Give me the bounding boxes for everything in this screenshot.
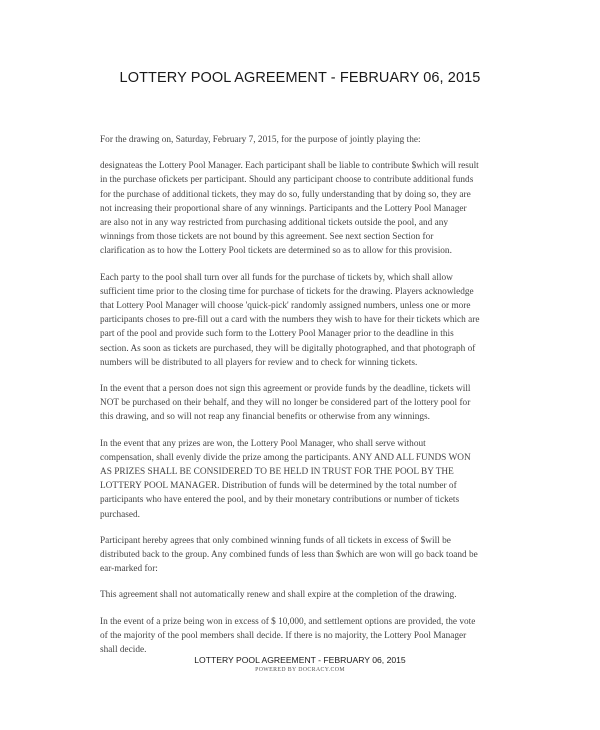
page-footer [0, 655, 600, 674]
paragraph-funds-deadline: Each party to the pool shall turn over all funds for the purchase of tickets by, which shall allow sufficient time prior to the closing time for purchase of tickets for the drawing. Players acknowledge that Lottery Pool Manager will choose 'quick-pick' randomly assigned numbers, unless one or more participants choses to pre-fill out a card with the numbers they wish to have for their tickets which are part of the pool and provide such form to the Lottery Pool Manager prior to the deadline in this section. As soon as tickets are purchased, they will be digitally photographed, and that photograph of numbers will be distributed to all players for review and to check for winning tickets. [100, 272, 480, 368]
footer-powered-by: POWERED BY DOCRACY.COM [255, 667, 345, 673]
paragraph-drawing-date: For the drawing on, Saturday, February 7, 2015, for the purpose of jointly playing the: [100, 135, 421, 145]
paragraph-pool-manager: designateas the Lottery Pool Manager. Each participant shall be liable to contribute $which will result in the purchase ofickets per participant. Should any participant choose to contribute additional funds for the purchase of additional tickets, they may do so, fully understanding that by doing so, they are not increasing their proportional share of any winnings. Participants and the Lottery Pool Manager are also not in any way restricted from purchasing additional tickets outside the pool, and any winnings from those tickets are not bound by this agreement. See next section Section for clarification as to how the Lottery Pool tickets are determined so as to allow for this provision. [100, 161, 479, 257]
footer-title: LOTTERY POOL AGREEMENT - FEBRUARY 06, 2015 [194, 655, 406, 665]
paragraph-winning-threshold: Participant hereby agrees that only combined winning funds of all tickets in excess of $will be distributed back to the group. Any combined funds of less than $which are won will go back toand be ear-marked for: [100, 535, 478, 575]
paragraph-non-signers: In the event that a person does not sign this agreement or provide funds by the deadline, tickets will NOT be purchased on their behalf, and they will no longer be considered part of the lottery pool for this drawing, and so will not reap any financial benefits or otherwise from any winnings. [100, 384, 471, 423]
paragraph-prize-division: In the event that any prizes are won, the Lottery Pool Manager, who shall serve without compensation, shall evenly divide the prize among the participants. ANY AND ALL FUNDS WON AS PRIZES SHALL BE CONSIDERED TO BE HELD IN TRUST FOR THE POOL BY THE LOTTERY POOL MANAGER. Distribution of funds will be determined by the total number of participants who have entered the pool, and by their monetary contributions or number of tickets purchased. [100, 438, 471, 520]
paragraph-settlement-vote: In the event of a prize being won in excess of $ 10,000, and settlement options are provided, the vote of the majority of the pool members shall decide. If there is no majority, the Lottery Pool Manager shall decide. [100, 616, 476, 656]
paragraph-expiration: This agreement shall not automatically renew and shall expire at the completion of the drawing. [100, 590, 457, 601]
document-title: LOTTERY POOL AGREEMENT - FEBRUARY 06, 2015 [119, 70, 481, 86]
document-body [100, 133, 480, 669]
